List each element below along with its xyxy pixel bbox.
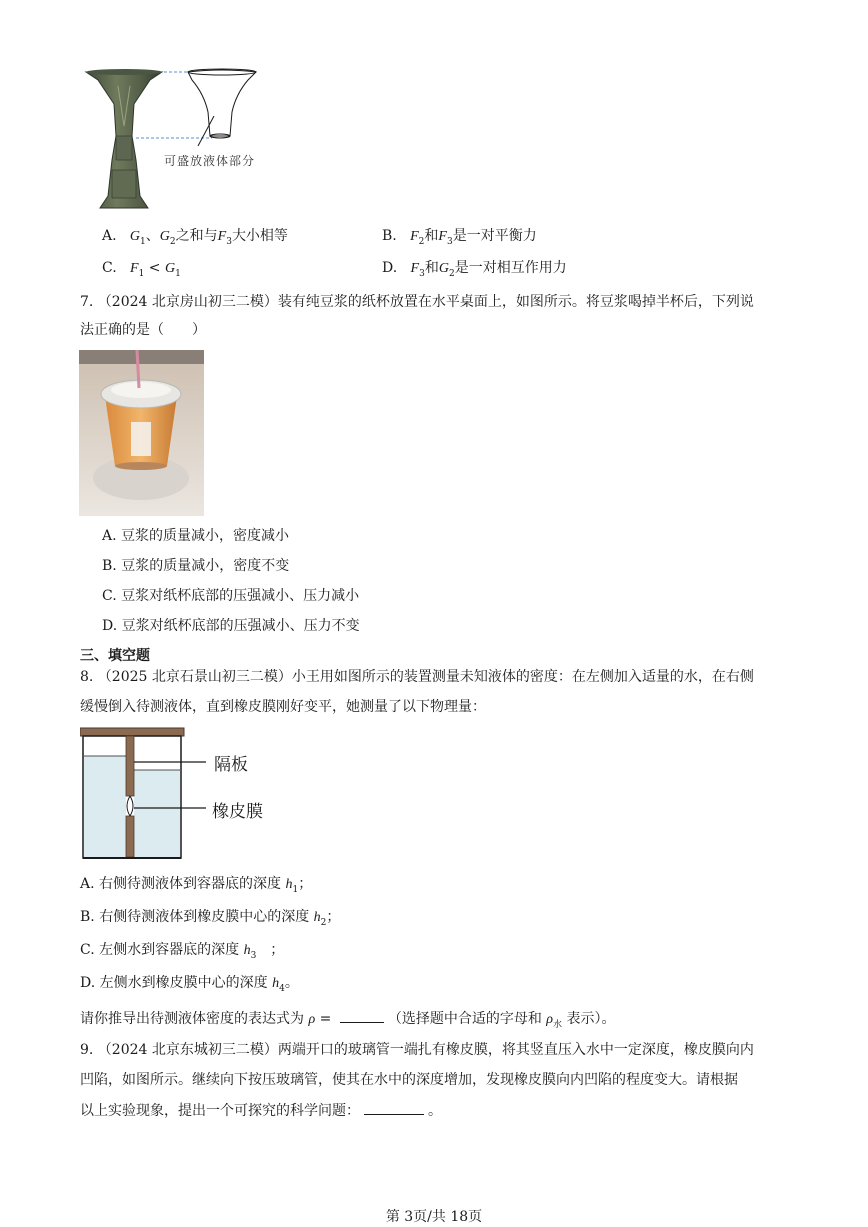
q8-item-d [80,973,299,999]
text: 之和与 [175,228,218,244]
option-letter: C. [102,260,117,276]
punct: ； [326,909,341,925]
var-h: h [313,910,321,925]
partition-label: 隔板 [214,755,248,775]
bronze-vessel-illustration [84,66,284,214]
q8-stem-line2: 缓慢倒入待测液体，直到橡皮膜刚好变平，她测量了以下物理量： [80,699,486,715]
ask-text: 以上实验现象，提出一个可探究的科学问题： [80,1103,360,1119]
var-g: G [438,261,449,276]
punct: 。 [284,975,299,991]
text: 大小相等 [231,228,288,244]
sub: 1 [140,236,146,247]
var-h: h [285,877,293,892]
sub: 4 [279,983,285,994]
rho-symbol: ρ [308,1012,316,1027]
q7-option-c: C. 豆浆对纸杯底部的压强减小、压力减小 [102,588,360,604]
sub: 3 [419,268,425,279]
q9-stem-line1: 9. （2024 北京东城初三二模）两端开口的玻璃管一端扎有橡皮膜，将其竖直压入水中一定深度，橡皮膜向内 [80,1042,754,1058]
q6-option-d [382,258,567,284]
sub: 1 [175,268,181,279]
option-letter: B. [382,228,397,244]
sub: 水 [553,1019,563,1030]
text: 是一对相互作用力 [454,260,567,276]
sub: 2 [320,917,327,928]
item-text: C. 左侧水到容器底的深度 [80,942,244,958]
q7-stem-line1: 7. （2024 北京房山初三二模）装有纯豆浆的纸杯放置在水平桌面上，如图所示。将豆浆喝掉半杯后，下列说 [80,294,754,310]
var-g: G [159,229,170,244]
equals: = [315,1011,336,1027]
text: 和 [424,260,439,276]
text: < [144,260,165,276]
punct: ； [298,876,313,892]
q8-item-b [80,907,340,933]
text: 和 [424,228,439,244]
sep: 、 [145,228,160,244]
sub: 2 [169,236,176,247]
bronze-vessel-figure [84,66,284,214]
container-diagram [80,726,280,862]
var-g: G [164,261,176,276]
rho-symbol: ρ [546,1012,554,1027]
item-text: A. 右侧待测液体到容器底的深度 [80,876,286,892]
answer-blank[interactable] [364,1100,424,1115]
var-f: F [410,229,419,244]
var-g: G [129,229,141,244]
q7-option-a: A. 豆浆的质量减小，密度减小 [102,528,290,544]
var-h: h [272,976,280,991]
q8-item-c [80,940,284,966]
sub: 3 [446,236,453,247]
var-f: F [217,229,227,244]
option-letter: A. [102,228,117,244]
q9-stem-line2: 凹陷，如图所示。继续向下按压玻璃管，使其在水中的深度增加，发现橡皮膜向内凹陷的程度变大。请根据 [80,1072,738,1088]
sub: 2 [418,236,425,247]
q7-option-d: D. 豆浆对纸杯底部的压强减小、压力不变 [102,618,360,634]
sub: 1 [292,884,299,895]
text: 是一对平衡力 [452,228,537,244]
membrane-label: 橡皮膜 [212,802,263,822]
sub: 3 [226,236,232,247]
q6-option-b [382,226,537,252]
q7-stem-line2: 法正确的是（ ） [80,322,206,338]
q6-option-c [102,258,181,284]
sub: 1 [138,268,145,279]
cup-illustration [79,350,204,516]
punct: ； [256,942,285,958]
var-f: F [410,261,420,276]
q8-question [80,1008,615,1035]
var-h: h [243,943,251,958]
sub: 2 [448,268,455,279]
q8-item-a [80,874,312,900]
punct: 。 [428,1103,442,1119]
var-f: F [130,261,139,276]
ask-text: 请你推导出待测液体密度的表达式为 [80,1011,309,1027]
option-letter: D. [382,260,398,276]
item-text: B. 右侧待测液体到橡皮膜中心的深度 [80,909,314,925]
vessel-label: 可盛放液体部分 [164,154,256,168]
q7-option-b: B. 豆浆的质量减小，密度不变 [102,558,290,574]
page-number: 第 3页/共 18页 [385,1209,483,1225]
section-title: 三、填空题 [80,648,150,664]
sub: 3 [250,950,257,961]
q9-stem-line3 [80,1100,442,1121]
container-svg [80,726,280,862]
q8-stem-line1: 8. （2025 北京石景山初三二模）小王用如图所示的装置测量未知液体的密度：在左侧加入适量的水，在右侧 [80,669,754,685]
soy-milk-cup-photo [79,350,204,516]
item-text: D. 左侧水到橡皮膜中心的深度 [80,975,273,991]
ask-text: （选择题中合适的字母和 [387,1011,547,1027]
var-f: F [438,229,447,244]
answer-blank[interactable] [340,1008,384,1023]
q6-option-a [102,226,288,252]
ask-text: 表示）。 [562,1011,616,1027]
